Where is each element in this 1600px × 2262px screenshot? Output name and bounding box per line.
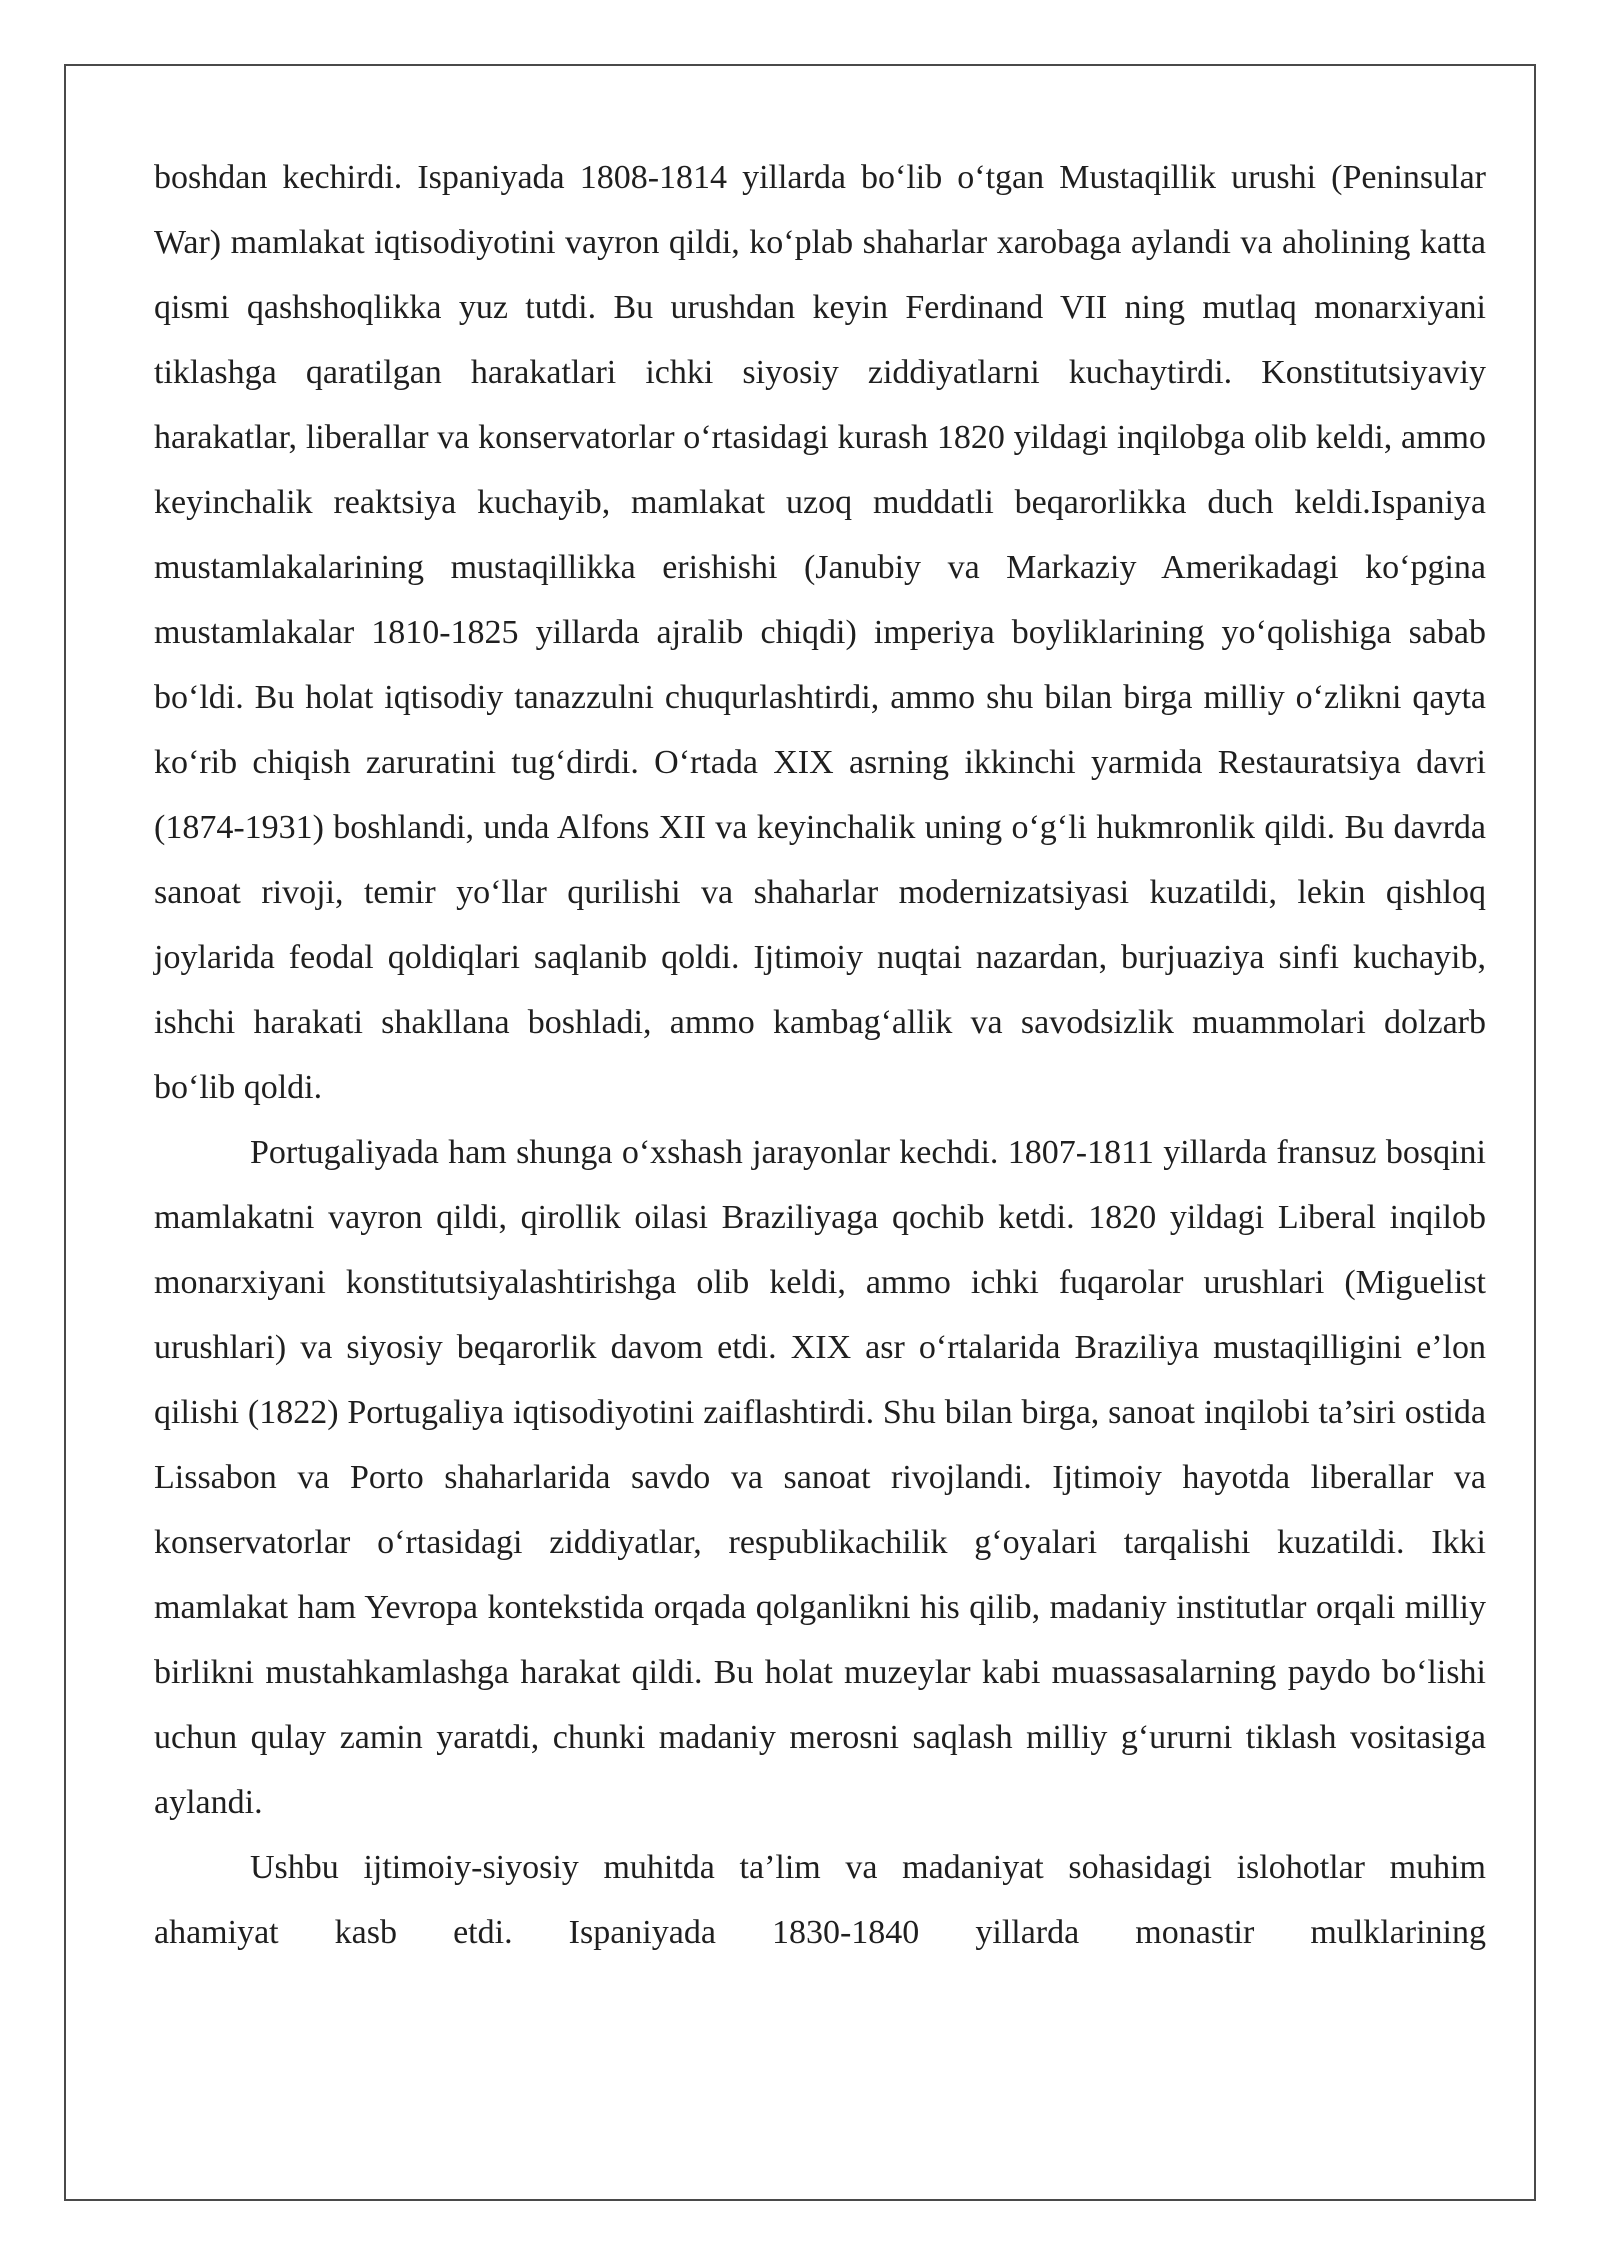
paragraph-spain: boshdan kechirdi. Ispaniyada 1808-1814 yillarda bo‘lib o‘tgan Mustaqillik urushi (Peninsular War) mamlakat iqtisodiyotini vayron qildi, ko‘plab shaharlar xarobaga aylandi va aholining katta qismi qashshoqlikka yuz tutdi. Bu urushdan keyin Ferdinand VII ning mutlaq monarxiyani tiklashga qaratilgan harakatlari ichki siyosiy ziddiyatlarni kuchaytirdi. Konstitutsiyaviy harakatlar, liberallar va konservatorlar o‘rtasidagi kurash 1820 yildagi inqilobga olib keldi, ammo keyinchalik reaktsiya kuchayib, mamlakat uzoq muddatli beqarorlikka duch keldi.Ispaniya mustamlakalarining mustaqillikka erishishi (Janubiy va Markaziy Amerikadagi ko‘pgina mustamlakalar 1810-1825 yillarda ajralib chiqdi) imperiya boyliklarining yo‘qolishiga sabab bo‘ldi. Bu holat iqtisodiy tanazzulni chuqurlashtirdi, ammo shu bilan birga milliy o‘zlikni qayta ko‘rib chiqish zaruratini tug‘dirdi. O‘rtada XIX asrning ikkinchi yarmida Restauratsiya davri (1874-1931) boshlandi, unda Alfons XII va keyinchalik uning o‘g‘li hukmronlik qildi. Bu davrda sanoat rivoji, temir yo‘llar qurilishi va shaharlar modernizatsiyasi kuzatildi, lekin qishloq joylarida feodal qoldiqlari saqlanib qoldi. Ijtimoiy nuqtai nazardan, burjuaziya sinfi kuchayib, ishchi harakati shakllana boshladi, ammo kambag‘allik va savodsizlik muammolari dolzarb bo‘lib qoldi. — [154, 159, 1486, 1106]
paragraph-portugal: Portugaliyada ham shunga o‘xshash jarayonlar kechdi. 1807-1811 yillarda fransuz bosqini mamlakatni vayron qildi, qirollik oilasi Braziliyaga qochib ketdi. 1820 yildagi Liberal inqilob monarxiyani konstitutsiyalashtirishga olib keldi, ammo ichki fuqarolar urushlari (Miguelist urushlari) va siyosiy beqarorlik davom etdi. XIX asr o‘rtalarida Braziliya mustaqilligini e’lon qilishi (1822) Portugaliya iqtisodiyotini zaiflashtirdi. Shu bilan birga, sanoat inqilobi ta’siri ostida Lissabon va Porto shaharlarida savdo va sanoat rivojlandi. Ijtimoiy hayotda liberallar va konservatorlar o‘rtasidagi ziddiyatlar, respublikachilik g‘oyalari tarqalishi kuzatildi. Ikki mamlakat ham Yevropa kontekstida orqada qolganlikni his qilib, madaniy institutlar orqali milliy birlikni mustahkamlashga harakat qildi. Bu holat muzeylar kabi muassasalarning paydo bo‘lishi uchun qulay zamin yaratdi, chunki madaniy merosni saqlash milliy g‘ururni tiklash vositasiga aylandi. — [154, 1134, 1486, 1821]
document-body — [154, 145, 1486, 1965]
paragraph-reforms: Ushbu ijtimoiy-siyosiy muhitda ta’lim va madaniyat sohasidagi islohotlar muhim ahamiyat kasb etdi. Ispaniyada 1830-1840 yillarda monastir mulklarining — [154, 1849, 1486, 1951]
